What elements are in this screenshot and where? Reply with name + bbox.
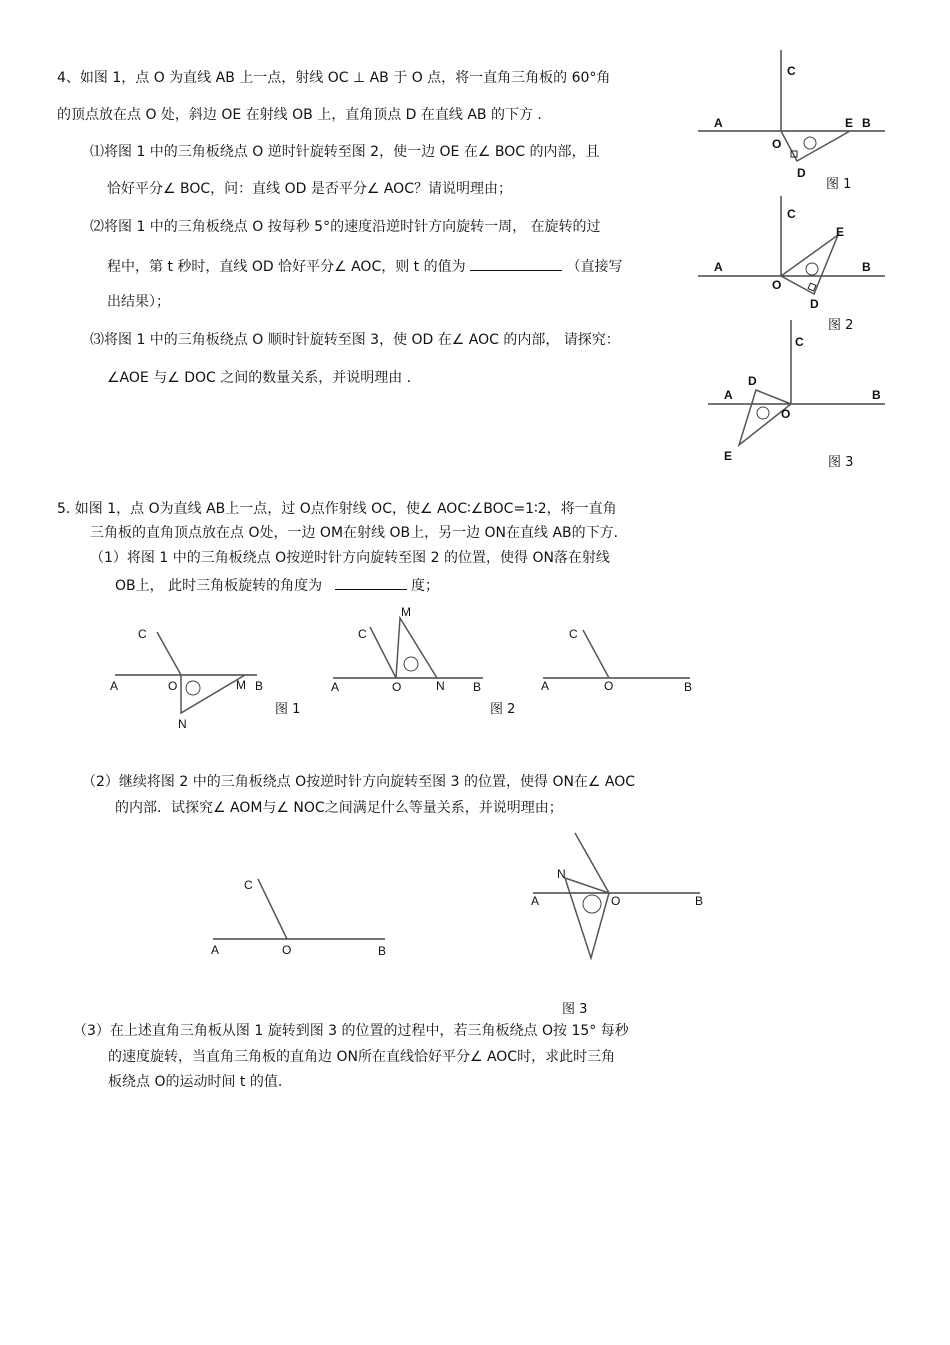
q5-line-9: 板绕点 O的运动时间 t 的值. — [108, 1074, 283, 1090]
q5-fig2-caption: 图 2 — [490, 702, 516, 717]
label-c: C — [244, 878, 253, 892]
label-o: O — [611, 894, 621, 908]
q4-fig2-caption: 图 2 — [828, 318, 854, 333]
label-a: A — [714, 260, 723, 274]
label-c: C — [138, 627, 147, 641]
q4-line-9: ∠AOE 与∠ DOC 之间的数量关系，并说明理由 . — [107, 370, 412, 386]
label-b: B — [862, 116, 871, 130]
q4-line-5: ⑵将图 1 中的三角板绕点 O 按每秒 5°的速度沿逆时针方向旋转一周， 在旋转的过 — [90, 219, 601, 235]
q5-line-1: 5. 如图 1，点 O为直线 AB上一点，过 O点作射线 OC，使∠ AOC∶∠BOC=1∶2，将一直角 — [57, 501, 617, 517]
label-c: C — [358, 627, 367, 641]
q5-figure-blank — [205, 870, 405, 960]
label-c: C — [795, 335, 804, 349]
q5-line-7: （3）在上述直角三角板从图 1 旋转到图 3 的位置的过程中，若三角板绕点 O按 15° 每秒 — [73, 1023, 629, 1039]
label-a: A — [541, 679, 550, 693]
label-n: N — [436, 679, 445, 693]
label-b: B — [473, 680, 482, 694]
q5-fig1-caption: 图 1 — [275, 702, 301, 717]
q4-figure-1 — [690, 45, 890, 195]
q5-figure-1 — [105, 620, 285, 735]
label-c: C — [787, 64, 796, 78]
label-d: D — [797, 166, 806, 180]
q5-line-4 — [115, 575, 439, 595]
q4-line-2: 的顶点放在点 O 处，斜边 OE 在射线 OB 上，直角顶点 D 在直线 AB 的下方 . — [57, 107, 542, 123]
q4-line-4: 恰好平分∠ BOC，问：直线 OD 是否平分∠ AOC？请说明理由； — [107, 181, 512, 197]
q4-line-6-tail: （直接写 — [566, 259, 623, 275]
q5-figure-2 — [325, 600, 505, 700]
label-o: O — [168, 679, 178, 693]
label-o: O — [781, 407, 791, 421]
label-m: M — [236, 678, 246, 692]
q5-line-5: （2）继续将图 2 中的三角板绕点 O按逆时针方向旋转至图 3 的位置，使得 ON在∠ AOC — [82, 774, 636, 790]
label-e: E — [836, 225, 845, 239]
label-a: A — [714, 116, 723, 130]
label-a: A — [724, 388, 733, 402]
q5-figure-3 — [525, 828, 715, 968]
label-o: O — [772, 278, 782, 292]
label-o: O — [604, 679, 614, 693]
label-b: B — [862, 260, 871, 274]
label-a: A — [110, 679, 119, 693]
label-c: C — [787, 207, 796, 221]
q4-line-8: ⑶将图 1 中的三角板绕点 O 顺时针旋转至图 3，使 OD 在∠ AOC 的内部， 请探究： — [90, 332, 620, 348]
q4-line-3: ⑴将图 1 中的三角板绕点 O 逆时针旋转至图 2，使一边 OE 在∠ BOC 的内部，且 — [90, 144, 600, 160]
answer-blank — [470, 256, 562, 271]
q5-line-4-text: OB上， 此时三角板旋转的角度为 — [115, 578, 323, 594]
label-b: B — [255, 679, 264, 693]
label-a: A — [331, 680, 340, 694]
label-n: N — [178, 717, 187, 731]
label-b: B — [684, 680, 693, 694]
label-a: A — [211, 943, 220, 957]
q4-line-6-text: 程中，第 t 秒时，直线 OD 恰好平分∠ AOC，则 t 的值为 — [107, 259, 466, 275]
label-b: B — [872, 388, 881, 402]
label-d: D — [748, 374, 757, 388]
q5-line-8: 的速度旋转，当直角三角板的直角边 ON所在直线恰好平分∠ AOC时，求此时三角 — [108, 1049, 616, 1065]
q4-fig1-caption: 图 1 — [826, 177, 852, 192]
q5-line-2: 三角板的直角顶点放在点 O处，一边 OM在射线 OB上，另一边 ON在直线 AB的下方． — [90, 525, 628, 541]
q5-fig3-caption: 图 3 — [562, 1002, 588, 1017]
q4-fig3-caption: 图 3 — [828, 455, 854, 470]
label-e: E — [845, 116, 854, 130]
q5-blank-figure-top — [535, 620, 705, 700]
q4-line-6 — [107, 256, 623, 276]
q4-line-7: 出结果）； — [107, 294, 170, 310]
label-m: M — [401, 605, 411, 619]
label-n: N — [557, 867, 566, 881]
label-d: D — [810, 297, 819, 311]
label-b: B — [695, 894, 704, 908]
label-o: O — [772, 137, 782, 151]
q4-figure-3 — [700, 315, 900, 465]
label-e: E — [724, 449, 733, 463]
q5-line-4-tail: 度； — [410, 578, 439, 594]
label-a: A — [531, 894, 540, 908]
label-b: B — [378, 944, 387, 958]
label-o: O — [392, 680, 402, 694]
label-c: C — [569, 627, 578, 641]
label-o: O — [282, 943, 292, 957]
q5-line-3: （1）将图 1 中的三角板绕点 O按逆时针方向旋转至图 2 的位置，使得 ON落在射线 — [90, 550, 610, 566]
q5-line-6: 的内部．试探究∠ AOM与∠ NOC之间满足什么等量关系，并说明理由； — [115, 800, 563, 816]
q4-line-1: 4、如图 1，点 O 为直线 AB 上一点，射线 OC ⊥ AB 于 O 点，将一直角三角板的 60°角 — [57, 70, 611, 86]
answer-blank — [335, 575, 407, 590]
q4-figure-2 — [690, 190, 890, 320]
